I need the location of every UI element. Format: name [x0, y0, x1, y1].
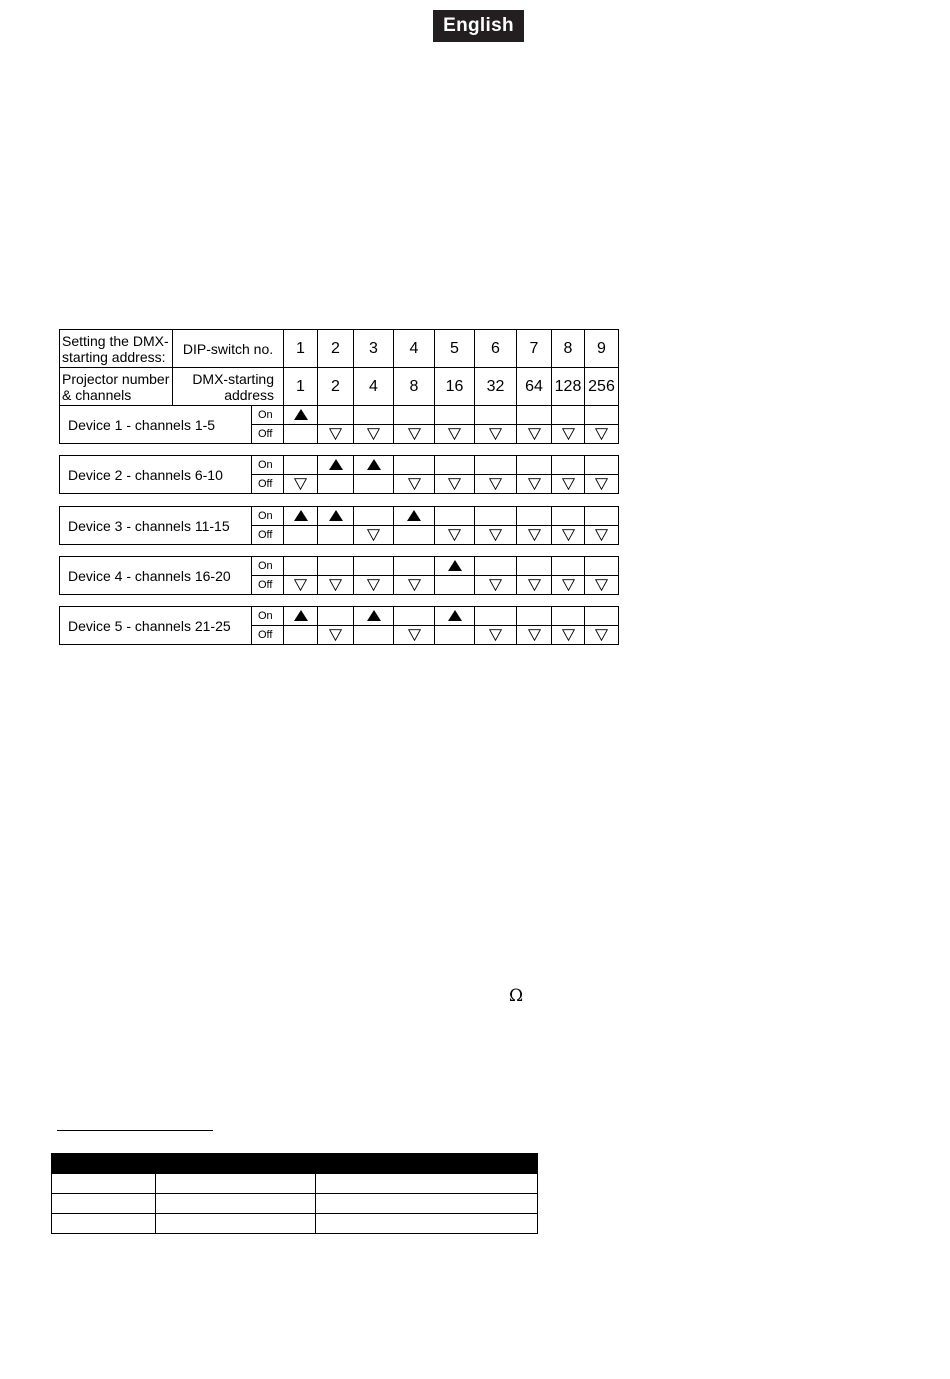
switch-on-cell — [475, 456, 517, 475]
table-cell — [316, 1214, 538, 1234]
switch-on-cell — [585, 507, 619, 526]
outline-down-triangle-icon — [595, 629, 608, 641]
device-name: Device 2 - channels 6-10 — [60, 456, 252, 494]
setting-label: Setting the DMX- starting address: — [60, 330, 173, 368]
header-cell — [52, 1154, 156, 1174]
switch-number: 6 — [475, 330, 517, 368]
switch-on-cell — [284, 607, 318, 626]
switch-on-cell — [318, 456, 354, 475]
dmx-address-label: DMX-starting address — [173, 368, 284, 406]
switch-off-cell — [394, 475, 435, 494]
on-label: On — [252, 406, 284, 425]
switch-on-cell — [475, 557, 517, 576]
switch-off-cell — [435, 526, 475, 545]
switch-off-cell — [394, 526, 435, 545]
device-name: Device 5 - channels 21-25 — [60, 607, 252, 645]
outline-down-triangle-icon — [329, 629, 342, 641]
switch-on-cell — [394, 456, 435, 475]
switch-on-cell — [585, 406, 619, 425]
filled-up-triangle-icon — [329, 510, 343, 521]
switch-number: 4 — [394, 330, 435, 368]
switch-on-cell — [318, 507, 354, 526]
outline-down-triangle-icon — [489, 629, 502, 641]
switch-on-cell — [394, 557, 435, 576]
table-cell — [316, 1194, 538, 1214]
outline-down-triangle-icon — [367, 529, 380, 541]
filled-up-triangle-icon — [367, 459, 381, 470]
outline-down-triangle-icon — [408, 579, 421, 591]
switch-off-cell — [552, 526, 585, 545]
filled-up-triangle-icon — [407, 510, 421, 521]
address-value: 1 — [284, 368, 318, 406]
switch-off-cell — [284, 425, 318, 444]
outline-down-triangle-icon — [448, 478, 461, 490]
switch-off-cell — [284, 526, 318, 545]
outline-down-triangle-icon — [562, 428, 575, 440]
outline-down-triangle-icon — [528, 629, 541, 641]
language-badge: English — [433, 10, 524, 42]
filled-up-triangle-icon — [294, 510, 308, 521]
switch-off-cell — [318, 576, 354, 595]
outline-down-triangle-icon — [408, 478, 421, 490]
dip-switch-no-label: DIP-switch no. — [173, 330, 284, 368]
switch-on-cell — [394, 507, 435, 526]
outline-down-triangle-icon — [528, 529, 541, 541]
on-row — [60, 507, 619, 526]
on-row — [60, 456, 619, 475]
switch-on-cell — [394, 406, 435, 425]
switch-on-cell — [517, 557, 552, 576]
outline-down-triangle-icon — [489, 478, 502, 490]
outline-down-triangle-icon — [595, 579, 608, 591]
switch-on-cell — [475, 406, 517, 425]
table-cell — [52, 1214, 156, 1234]
switch-number: 2 — [318, 330, 354, 368]
switch-off-cell — [284, 626, 318, 645]
switch-on-cell — [318, 607, 354, 626]
switch-off-cell — [475, 526, 517, 545]
switch-off-cell — [517, 626, 552, 645]
table-cell — [156, 1194, 316, 1214]
filled-up-triangle-icon — [294, 409, 308, 420]
switch-off-cell — [585, 526, 619, 545]
switch-off-cell — [435, 626, 475, 645]
switch-off-cell — [354, 475, 394, 494]
blank-table — [51, 1153, 538, 1234]
off-label: Off — [252, 576, 284, 595]
on-label: On — [252, 607, 284, 626]
switch-on-cell — [354, 507, 394, 526]
switch-number-row — [60, 330, 619, 368]
switch-off-cell — [517, 475, 552, 494]
switch-off-cell — [354, 526, 394, 545]
filled-up-triangle-icon — [367, 610, 381, 621]
switch-off-cell — [354, 626, 394, 645]
switch-off-cell — [394, 576, 435, 595]
switch-off-cell — [354, 576, 394, 595]
outline-down-triangle-icon — [528, 428, 541, 440]
outline-down-triangle-icon — [562, 579, 575, 591]
device-row-table — [59, 606, 619, 645]
switch-off-cell — [585, 576, 619, 595]
switch-on-cell — [475, 607, 517, 626]
device-row-table — [59, 506, 619, 545]
switch-on-cell — [552, 456, 585, 475]
switch-on-cell — [354, 607, 394, 626]
outline-down-triangle-icon — [408, 629, 421, 641]
switch-on-cell — [552, 557, 585, 576]
switch-off-cell — [517, 576, 552, 595]
switch-number: 7 — [517, 330, 552, 368]
switch-on-cell — [552, 507, 585, 526]
address-value: 128 — [552, 368, 585, 406]
switch-on-cell — [354, 406, 394, 425]
switch-off-cell — [475, 425, 517, 444]
switch-on-cell — [517, 507, 552, 526]
switch-off-cell — [585, 626, 619, 645]
outline-down-triangle-icon — [562, 629, 575, 641]
device-row-table — [59, 455, 619, 494]
switch-on-cell — [284, 557, 318, 576]
switch-off-cell — [552, 626, 585, 645]
dip-switch-header-table — [59, 329, 619, 406]
on-label: On — [252, 557, 284, 576]
switch-off-cell — [435, 576, 475, 595]
section-underline — [57, 1130, 213, 1131]
outline-down-triangle-icon — [408, 428, 421, 440]
switch-on-cell — [585, 607, 619, 626]
outline-down-triangle-icon — [489, 579, 502, 591]
filled-up-triangle-icon — [448, 560, 462, 571]
outline-down-triangle-icon — [367, 579, 380, 591]
switch-on-cell — [585, 557, 619, 576]
switch-off-cell — [475, 626, 517, 645]
outline-down-triangle-icon — [489, 428, 502, 440]
outline-down-triangle-icon — [294, 478, 307, 490]
address-value: 8 — [394, 368, 435, 406]
switch-on-cell — [318, 406, 354, 425]
switch-off-cell — [552, 475, 585, 494]
switch-off-cell — [435, 475, 475, 494]
address-value: 16 — [435, 368, 475, 406]
switch-on-cell — [354, 557, 394, 576]
table-row — [52, 1214, 538, 1234]
on-label: On — [252, 507, 284, 526]
on-row — [60, 557, 619, 576]
outline-down-triangle-icon — [595, 529, 608, 541]
projector-label: Projector number & channels — [60, 368, 173, 406]
switch-off-cell — [394, 425, 435, 444]
switch-off-cell — [475, 475, 517, 494]
on-row — [60, 607, 619, 626]
address-value: 2 — [318, 368, 354, 406]
switch-on-cell — [394, 607, 435, 626]
switch-on-cell — [435, 456, 475, 475]
off-label: Off — [252, 626, 284, 645]
outline-down-triangle-icon — [329, 579, 342, 591]
off-label: Off — [252, 425, 284, 444]
blank-table-header — [52, 1154, 538, 1174]
switch-on-cell — [517, 456, 552, 475]
outline-down-triangle-icon — [562, 478, 575, 490]
address-value: 64 — [517, 368, 552, 406]
outline-down-triangle-icon — [448, 428, 461, 440]
switch-off-cell — [318, 526, 354, 545]
ohm-symbol: Ω — [509, 986, 524, 1006]
switch-on-cell — [585, 456, 619, 475]
header-cell — [156, 1154, 538, 1174]
device-row-table — [59, 405, 619, 444]
filled-up-triangle-icon — [329, 459, 343, 470]
address-value: 32 — [475, 368, 517, 406]
switch-on-cell — [435, 607, 475, 626]
switch-on-cell — [284, 406, 318, 425]
switch-off-cell — [585, 425, 619, 444]
outline-down-triangle-icon — [329, 428, 342, 440]
switch-on-cell — [354, 456, 394, 475]
switch-off-cell — [552, 425, 585, 444]
outline-down-triangle-icon — [528, 478, 541, 490]
switch-on-cell — [318, 557, 354, 576]
outline-down-triangle-icon — [528, 579, 541, 591]
switch-on-cell — [435, 557, 475, 576]
switch-off-cell — [394, 626, 435, 645]
switch-on-cell — [475, 507, 517, 526]
outline-down-triangle-icon — [595, 478, 608, 490]
filled-up-triangle-icon — [448, 610, 462, 621]
outline-down-triangle-icon — [367, 428, 380, 440]
device-row-table — [59, 556, 619, 595]
table-cell — [156, 1174, 316, 1194]
switch-number: 1 — [284, 330, 318, 368]
switch-off-cell — [517, 425, 552, 444]
switch-off-cell — [435, 425, 475, 444]
switch-off-cell — [354, 425, 394, 444]
switch-number: 9 — [585, 330, 619, 368]
switch-number: 3 — [354, 330, 394, 368]
address-value-row — [60, 368, 619, 406]
switch-off-cell — [318, 475, 354, 494]
switch-on-cell — [517, 607, 552, 626]
switch-off-cell — [284, 576, 318, 595]
switch-number: 8 — [552, 330, 585, 368]
switch-on-cell — [552, 607, 585, 626]
on-row — [60, 406, 619, 425]
table-row — [52, 1174, 538, 1194]
table-cell — [316, 1174, 538, 1194]
switch-off-cell — [318, 425, 354, 444]
address-value: 256 — [585, 368, 619, 406]
switch-off-cell — [318, 626, 354, 645]
switch-on-cell — [552, 406, 585, 425]
switch-off-cell — [475, 576, 517, 595]
device-name: Device 1 - channels 1-5 — [60, 406, 252, 444]
switch-on-cell — [284, 507, 318, 526]
filled-up-triangle-icon — [294, 610, 308, 621]
switch-off-cell — [552, 576, 585, 595]
switch-on-cell — [517, 406, 552, 425]
outline-down-triangle-icon — [489, 529, 502, 541]
switch-on-cell — [435, 507, 475, 526]
table-cell — [52, 1174, 156, 1194]
switch-off-cell — [284, 475, 318, 494]
switch-number: 5 — [435, 330, 475, 368]
device-name: Device 3 - channels 11-15 — [60, 507, 252, 545]
table-cell — [52, 1194, 156, 1214]
off-label: Off — [252, 526, 284, 545]
on-label: On — [252, 456, 284, 475]
switch-on-cell — [284, 456, 318, 475]
address-value: 4 — [354, 368, 394, 406]
off-label: Off — [252, 475, 284, 494]
device-name: Device 4 - channels 16-20 — [60, 557, 252, 595]
switch-off-cell — [585, 475, 619, 494]
outline-down-triangle-icon — [448, 529, 461, 541]
table-cell — [156, 1214, 316, 1234]
outline-down-triangle-icon — [562, 529, 575, 541]
outline-down-triangle-icon — [595, 428, 608, 440]
switch-off-cell — [517, 526, 552, 545]
table-row — [52, 1194, 538, 1214]
outline-down-triangle-icon — [294, 579, 307, 591]
switch-on-cell — [435, 406, 475, 425]
